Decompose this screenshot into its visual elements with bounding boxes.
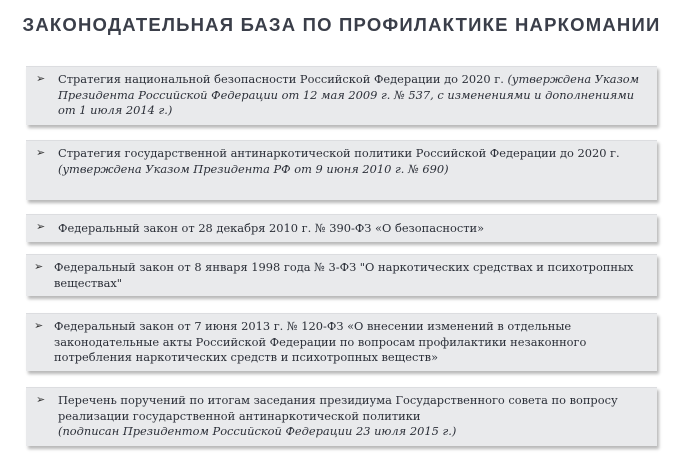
item-text: Федеральный закон от 28 декабря 2010 г. № 390-ФЗ «О безопасности» — [58, 221, 485, 235]
item-text: Федеральный закон от 8 января 1998 года № 3-ФЗ "О наркотических средствах и психотропных веществах" — [54, 260, 634, 290]
list-item — [26, 387, 657, 446]
item-note: (подписан Президентом Российской Федерации 23 июля 2015 г.) — [58, 424, 457, 438]
list-item — [26, 214, 657, 242]
item-text: Федеральный закон от 7 июня 2013 г. № 120-ФЗ «О внесении изменений в отдельные законодательные акты Российской Федерации по вопросам профилактики незаконного потребления наркотических средств и психотропных веществ» — [54, 319, 587, 364]
list-item — [26, 313, 657, 371]
arrow-bullet-icon: ➢ — [36, 146, 46, 159]
item-text: Стратегия государственной антинаркотической политики Российской Федерации до 2020 г. — [58, 146, 620, 160]
arrow-bullet-icon: ➢ — [34, 319, 44, 332]
item-text: Перечень поручений по итогам заседания президиума Государственного совета по вопросу реализации государственной антинаркотической политики — [58, 393, 618, 423]
arrow-bullet-icon: ➢ — [36, 393, 46, 406]
list-item — [26, 66, 657, 125]
list-item — [26, 254, 657, 296]
arrow-bullet-icon: ➢ — [36, 72, 46, 85]
item-note: (утверждена Указом Президента Российской Федерации от 12 мая 2009 г. № 537, с изменениями и дополнениями от 1 июля 2014 г.) — [58, 72, 640, 117]
item-note: (утверждена Указом Президента РФ от 9 июня 2010 г. № 690) — [58, 161, 449, 176]
arrow-bullet-icon: ➢ — [36, 220, 46, 233]
item-text: Стратегия национальной безопасности Российской Федерации до 2020 г. — [58, 72, 504, 86]
arrow-bullet-icon: ➢ — [34, 260, 44, 273]
page-title: ЗАКОНОДАТЕЛЬНАЯ БАЗА ПО ПРОФИЛАКТИКЕ НАРКОМАНИИ — [22, 14, 661, 35]
list-item — [26, 140, 657, 200]
